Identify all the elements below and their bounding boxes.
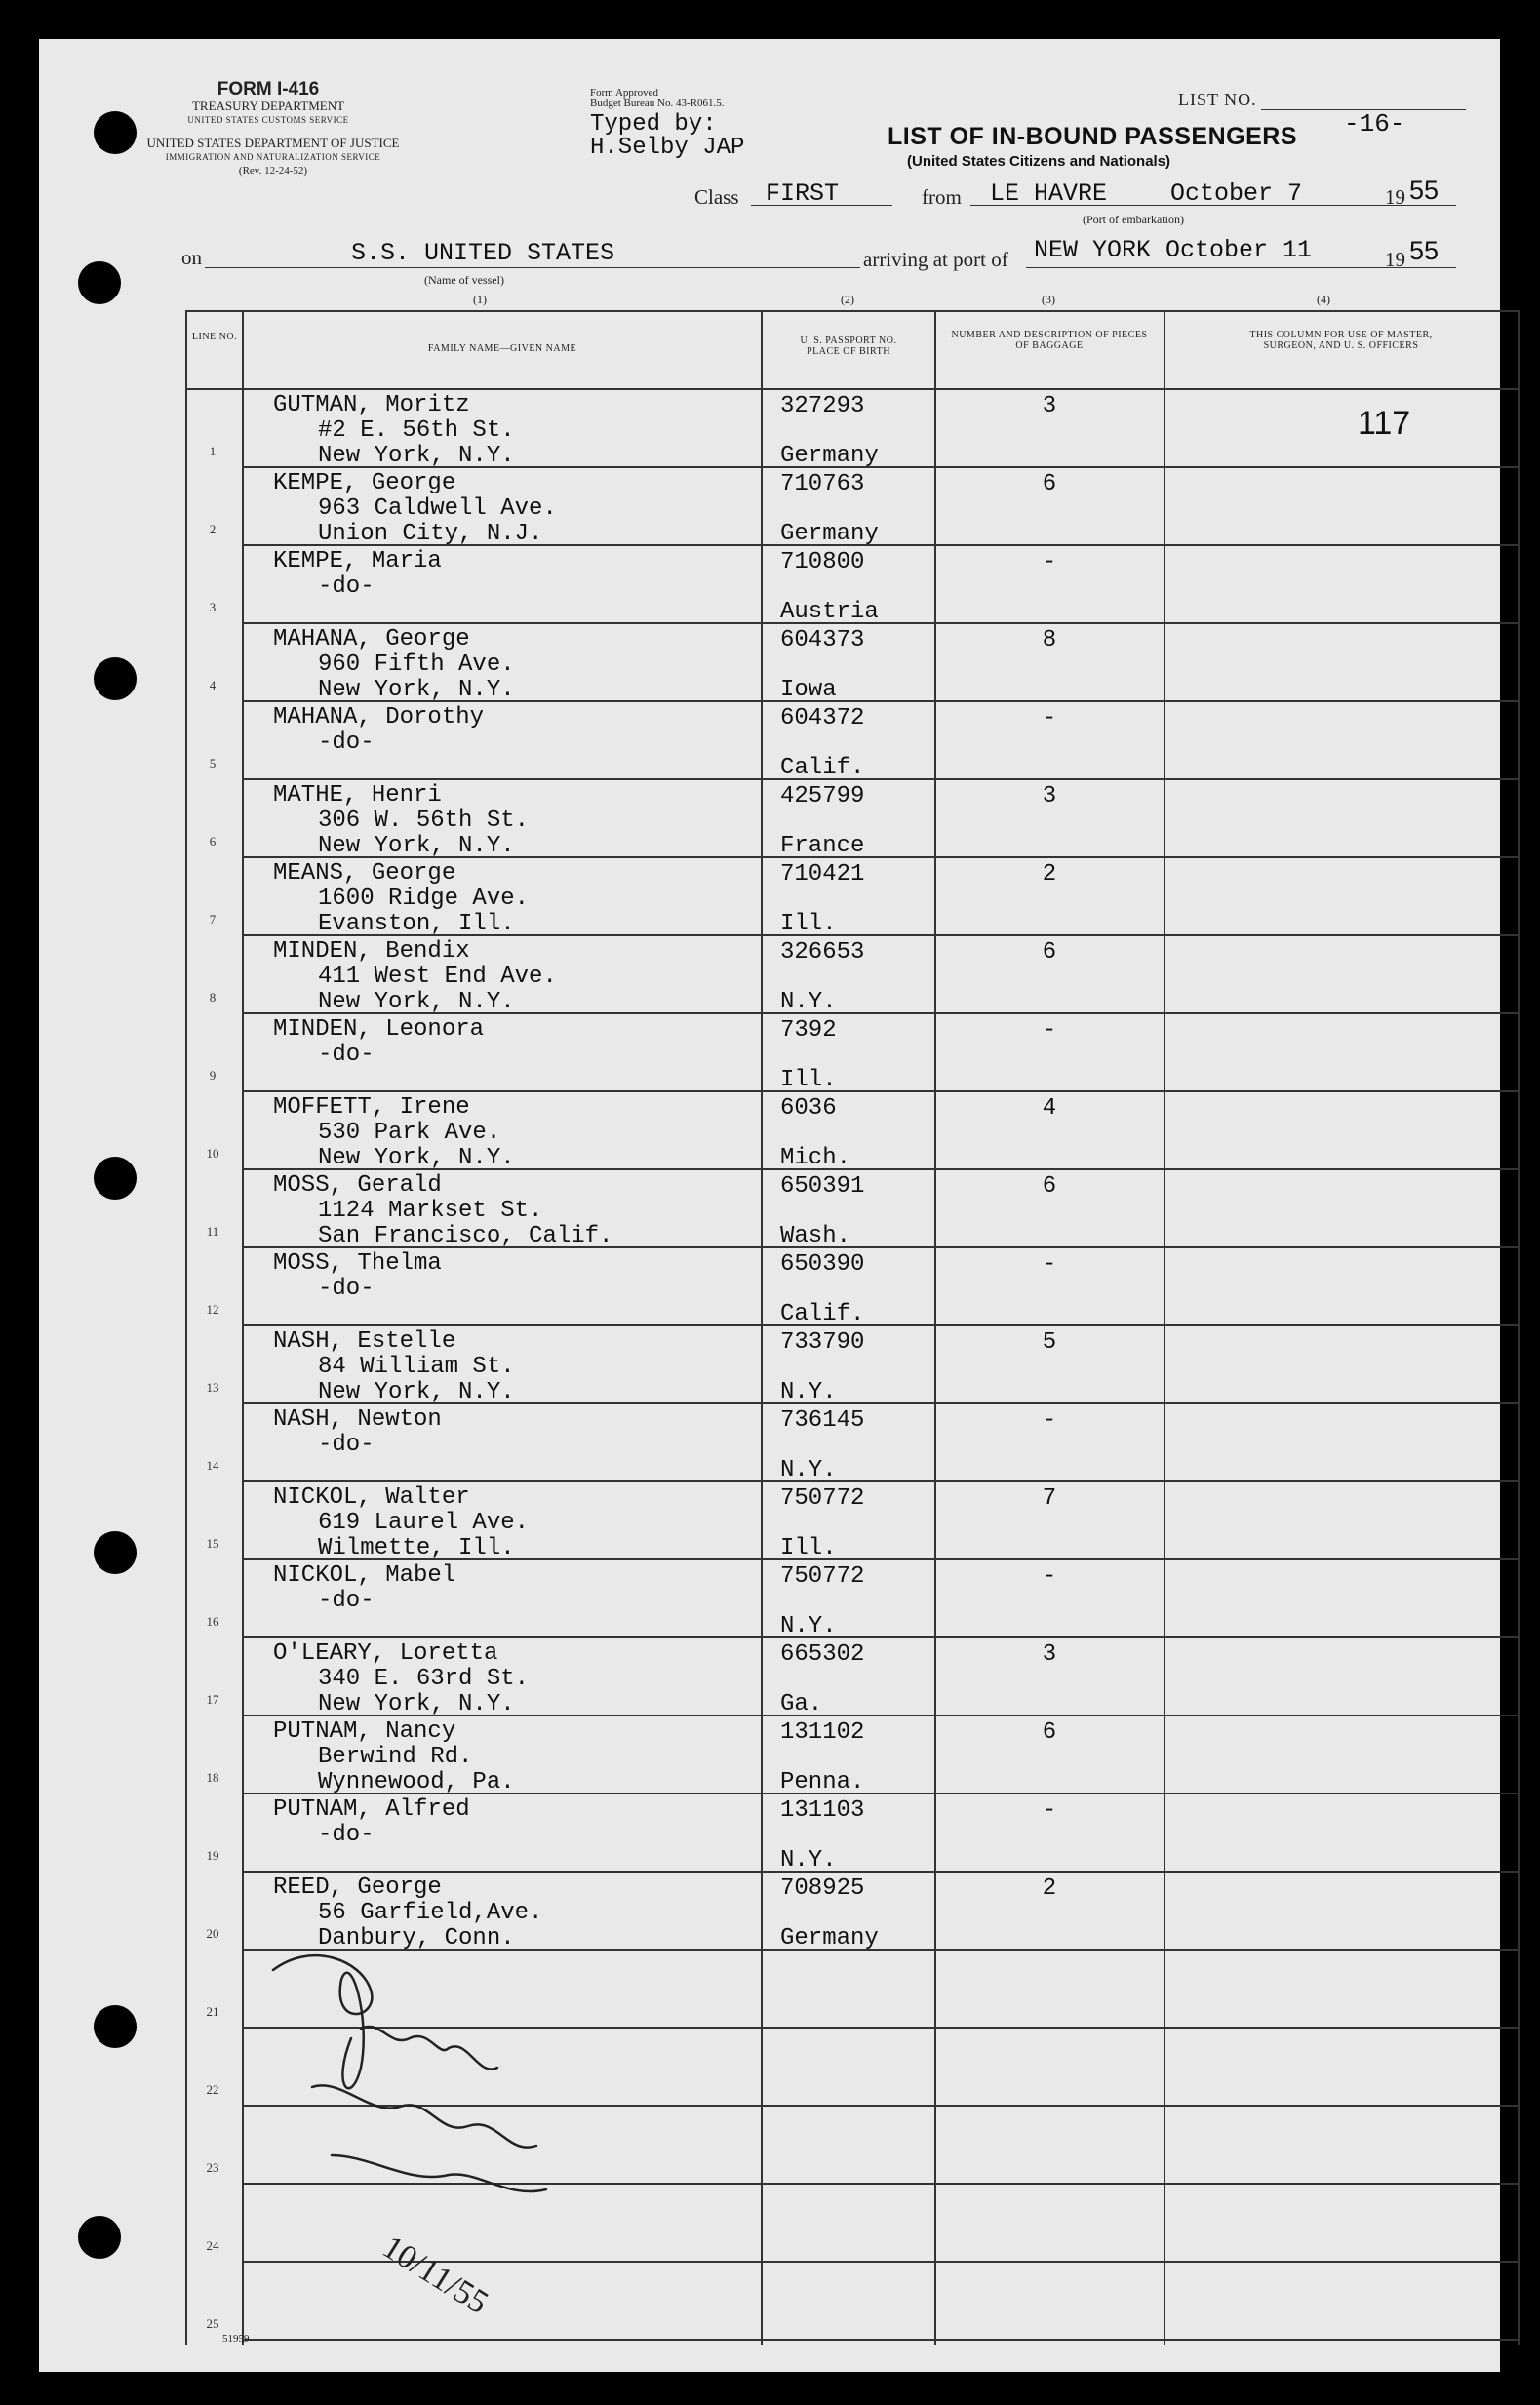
table-left-border (185, 310, 187, 2345)
passenger-address-line: Union City, N.J. (318, 521, 543, 547)
line-number: 3 (209, 600, 217, 614)
passenger-address-line: -do- (318, 729, 375, 756)
form-title: FORM I-416 (217, 79, 320, 99)
arriving-label: arriving at port of (863, 248, 1008, 271)
place-of-birth: Ga. (780, 1691, 823, 1717)
dept-justice: UNITED STATES DEPARTMENT OF JUSTICE (146, 136, 400, 150)
passenger-address-line: 530 Park Ave. (318, 1120, 501, 1146)
place-of-birth: Mich. (780, 1145, 851, 1171)
col-header-officers: THIS COLUMN FOR USE OF MASTER, SURGEON, AND U. S. OFFICERS (1249, 330, 1433, 351)
passenger-address-line: New York, N.Y. (318, 989, 515, 1015)
baggage-count: 3 (1042, 1641, 1057, 1668)
signature-stroke-1 (273, 1955, 372, 2088)
from-date: October 7 (1170, 179, 1303, 208)
passenger-name: PUTNAM, Alfred (273, 1796, 470, 1823)
row-divider (244, 622, 1518, 624)
passenger-name: O'LEARY, Loretta (273, 1640, 498, 1667)
passenger-entry (273, 939, 557, 1015)
passenger-name: MINDEN, Bendix (273, 938, 470, 965)
arrival-line (1026, 267, 1424, 268)
passenger-entry (273, 393, 515, 469)
passenger-name: NICKOL, Walter (273, 1484, 470, 1511)
passport-number: 710421 (780, 861, 865, 887)
passenger-name: MINDEN, Leonora (273, 1016, 485, 1043)
passenger-address-line: -do- (318, 573, 375, 600)
budget-bureau-line: Budget Bureau No. 43-R061.5. (590, 98, 725, 109)
passenger-address-line: New York, N.Y. (318, 677, 515, 703)
row-divider (244, 1480, 1518, 1482)
passenger-address-line: 411 West End Ave. (318, 964, 557, 990)
baggage-count: - (1042, 1017, 1057, 1044)
baggage-count: 3 (1042, 393, 1057, 419)
col-num-1: (1) (473, 293, 487, 306)
passport-number: 131102 (780, 1719, 865, 1746)
vessel-line (205, 267, 860, 268)
line-number: 20 (206, 1926, 219, 1941)
baggage-count: 6 (1042, 939, 1057, 966)
from-label: from (922, 185, 962, 209)
passenger-entry (273, 1641, 529, 1717)
passenger-entry (273, 1485, 529, 1561)
place-of-birth: Ill. (780, 1067, 837, 1093)
baggage-count: 5 (1042, 1329, 1057, 1356)
place-of-birth: Germany (780, 1925, 879, 1952)
passenger-address-line: 960 Fifth Ave. (318, 651, 515, 678)
passenger-name: MEANS, George (273, 860, 456, 887)
passenger-entry (273, 1251, 442, 1302)
line-number: 12 (206, 1302, 219, 1317)
passenger-address-line: -do- (318, 1822, 375, 1848)
passenger-entry (273, 1563, 455, 1614)
passenger-entry (273, 471, 557, 547)
line-number: 22 (206, 2082, 219, 2097)
table-right-border (1518, 310, 1520, 2345)
dept-treasury: TREASURY DEPARTMENT (191, 99, 345, 113)
line-number: 1 (209, 444, 217, 458)
passenger-name: MAHANA, George (273, 626, 470, 652)
main-subtitle: (United States Citizens and Nationals) (907, 153, 1171, 170)
punch-hole (94, 1531, 137, 1574)
col-header-passport: U. S. PASSPORT NO. PLACE OF BIRTH (800, 335, 897, 357)
place-of-birth: Wash. (780, 1223, 851, 1249)
line-number: 21 (206, 2004, 219, 2019)
col-num-2: (2) (841, 293, 854, 306)
from-year-prefix: 19 (1385, 185, 1405, 209)
baggage-count: 6 (1042, 1719, 1057, 1746)
passport-number: 327293 (780, 393, 865, 419)
passenger-name: NICKOL, Mabel (273, 1562, 456, 1589)
line-number: 15 (206, 1536, 219, 1551)
place-of-birth: Ill. (780, 911, 837, 937)
passport-number: 604373 (780, 627, 865, 653)
passenger-address-line: 1600 Ridge Ave. (318, 886, 530, 912)
vessel-name: S.S. UNITED STATES (351, 239, 615, 267)
row-divider (244, 778, 1518, 780)
passenger-entry (273, 1329, 515, 1405)
place-of-birth: Germany (780, 443, 879, 469)
place-of-birth: France (780, 833, 865, 859)
list-no-value: -16- (1344, 109, 1405, 138)
typed-by-label: Typed by: (590, 111, 717, 138)
passenger-address-line: New York, N.Y. (318, 1145, 515, 1171)
table-top-border (185, 310, 1520, 312)
line-number: 16 (206, 1614, 219, 1629)
punch-hole (94, 111, 137, 154)
passenger-address-line: 56 Garfield,Ave. (318, 1900, 543, 1926)
passport-number: 425799 (780, 783, 865, 809)
footer-code: 51959 (222, 2333, 250, 2345)
passenger-address-line: Danbury, Conn. (318, 1925, 515, 1952)
passport-number: 650391 (780, 1173, 865, 1200)
passenger-address-line: New York, N.Y. (318, 833, 515, 859)
passport-number: 131103 (780, 1797, 865, 1824)
passenger-name: KEMPE, Maria (273, 548, 442, 574)
form-page (39, 39, 1500, 2372)
col-header-name: FAMILY NAME—GIVEN NAME (427, 343, 577, 354)
on-label: on (181, 246, 202, 269)
punch-hole (94, 2005, 137, 2048)
line-number: 24 (206, 2238, 219, 2253)
passenger-name: KEMPE, George (273, 470, 456, 496)
row-divider (244, 1871, 1518, 1873)
passenger-entry (273, 1017, 484, 1068)
passenger-address-line: -do- (318, 1432, 375, 1458)
main-title: LIST OF IN-BOUND PASSENGERS (888, 123, 1298, 150)
passenger-name: GUTMAN, Moritz (273, 392, 470, 418)
passenger-entry (273, 705, 484, 756)
baggage-count: 3 (1042, 783, 1057, 809)
form-revision: (Rev. 12-24-52) (238, 165, 308, 177)
typed-by (590, 113, 744, 160)
passport-number: 710763 (780, 471, 865, 497)
passenger-address-line: 619 Laurel Ave. (318, 1510, 530, 1536)
line-number: 19 (206, 1848, 219, 1863)
signature-date: 10/11/55 (375, 2228, 494, 2322)
passport-number: 708925 (780, 1875, 865, 1902)
passport-number: 326653 (780, 939, 865, 966)
punch-hole (78, 2216, 121, 2259)
signature-stroke-4 (332, 2155, 546, 2191)
passenger-address-line: Wilmette, Ill. (318, 1535, 515, 1561)
passenger-address-line: New York, N.Y. (318, 1691, 515, 1717)
line-number: 14 (206, 1458, 219, 1473)
passenger-entry (273, 1173, 612, 1249)
arrival-year-prefix: 19 (1385, 248, 1405, 271)
class-value: FIRST (766, 179, 840, 208)
passenger-name: MAHANA, Dorothy (273, 704, 485, 730)
passenger-address-line: Wynnewood, Pa. (318, 1769, 515, 1795)
place-of-birth: Calif. (780, 755, 865, 781)
from-port: LE HAVRE (990, 179, 1108, 208)
passenger-address-line: New York, N.Y. (318, 1379, 515, 1405)
place-of-birth: N.Y. (780, 1457, 837, 1483)
passenger-name: NASH, Estelle (273, 1328, 456, 1355)
line-number: 13 (206, 1380, 219, 1395)
place-of-birth: Penna. (780, 1769, 865, 1795)
arrival-port-date: NEW YORK October 11 (1034, 236, 1313, 264)
place-of-birth: Iowa (780, 677, 837, 703)
baggage-count: - (1042, 1563, 1057, 1590)
form-header-left (146, 80, 390, 127)
baggage-count: - (1042, 1251, 1057, 1278)
passenger-address-line: New York, N.Y. (318, 443, 515, 469)
passenger-name: MATHE, Henri (273, 782, 442, 808)
line-number: 9 (209, 1068, 217, 1083)
list-no-label: LIST NO. (1178, 90, 1257, 109)
passenger-name: REED, George (273, 1874, 442, 1901)
passenger-address-line: -do- (318, 1276, 375, 1302)
passenger-name: MOSS, Thelma (273, 1250, 442, 1277)
baggage-count: 7 (1042, 1485, 1057, 1512)
name-col-border (761, 310, 763, 2345)
line-number: 11 (206, 1224, 219, 1239)
signature-stroke-2 (361, 2027, 497, 2070)
passenger-name: MOSS, Gerald (273, 1172, 442, 1199)
passenger-address-line: 306 W. 56th St. (318, 808, 530, 834)
place-of-birth: N.Y. (780, 989, 837, 1015)
passenger-entry (273, 627, 515, 703)
line-number: 17 (206, 1692, 219, 1707)
port-caption: (Port of embarkation) (1083, 213, 1184, 226)
passport-number: 710800 (780, 549, 865, 575)
approved-line: Form Approved (590, 87, 658, 99)
baggage-count: - (1042, 1797, 1057, 1824)
line-number: 8 (209, 990, 217, 1005)
place-of-birth: Calif. (780, 1301, 865, 1327)
place-of-birth: N.Y. (780, 1379, 837, 1405)
punch-hole (78, 261, 121, 304)
form-header-justice (88, 137, 458, 177)
passenger-address-line: #2 E. 56th St. (318, 417, 515, 444)
passenger-address-line: 963 Caldwell Ave. (318, 495, 557, 522)
form-approved (590, 88, 724, 109)
place-of-birth: Ill. (780, 1535, 837, 1561)
class-label: Class (694, 185, 739, 209)
punch-hole (94, 1157, 137, 1200)
passenger-name: PUTNAM, Nancy (273, 1718, 456, 1745)
place-of-birth: Austria (780, 599, 879, 625)
signature-stroke-3 (312, 2085, 536, 2147)
passport-col-border (934, 310, 936, 2345)
handwritten-signature (215, 1931, 624, 2341)
passenger-address-line: 84 William St. (318, 1354, 515, 1380)
passenger-address-line: -do- (318, 1042, 375, 1068)
place-of-birth: Germany (780, 521, 879, 547)
col-header-baggage: NUMBER AND DESCRIPTION OF PIECES OF BAGGAGE (951, 330, 1148, 351)
passenger-entry (273, 549, 442, 600)
punch-hole (94, 657, 137, 700)
line-number: 2 (209, 522, 217, 536)
passenger-address-line: San Francisco, Calif. (318, 1223, 613, 1249)
baggage-col-border (1164, 310, 1165, 2345)
line-number: 5 (209, 756, 217, 770)
passenger-name: NASH, Newton (273, 1406, 442, 1433)
passenger-address-line: Evanston, Ill. (318, 911, 515, 937)
passenger-entry (273, 783, 529, 859)
line-number: 25 (206, 2316, 219, 2331)
passenger-entry (273, 1407, 442, 1458)
passport-number: 6036 (780, 1095, 837, 1122)
passenger-address-line: 340 E. 63rd St. (318, 1666, 530, 1692)
passport-number: 604372 (780, 705, 865, 731)
passport-number: 750772 (780, 1485, 865, 1512)
typist-name: H.Selby JAP (590, 135, 745, 161)
passenger-entry (273, 861, 529, 937)
row-divider (244, 1324, 1518, 1326)
baggage-count: 8 (1042, 627, 1057, 653)
passenger-entry (273, 1797, 470, 1848)
baggage-count: 6 (1042, 471, 1057, 497)
header-bottom-border (185, 388, 1520, 390)
line-number: 7 (209, 912, 217, 927)
passport-number: 750772 (780, 1563, 865, 1590)
arrival-year-line (1407, 267, 1456, 268)
baggage-count: - (1042, 705, 1057, 731)
passenger-address-line: -do- (318, 1588, 375, 1614)
passport-number: 7392 (780, 1017, 837, 1044)
passenger-entry (273, 1719, 515, 1795)
row-divider (244, 1090, 1518, 1092)
line-number: 10 (206, 1146, 219, 1161)
baggage-count: 2 (1042, 1875, 1057, 1902)
passport-number: 733790 (780, 1329, 865, 1356)
col-num-3: (3) (1042, 293, 1055, 306)
vessel-caption: (Name of vessel) (424, 273, 504, 287)
row-divider (244, 1636, 1518, 1638)
place-of-birth: N.Y. (780, 1847, 837, 1873)
arrival-year-suffix: 55 (1409, 236, 1440, 265)
col-num-4: (4) (1317, 293, 1330, 306)
passenger-entry (273, 1095, 515, 1171)
passenger-name: MOFFETT, Irene (273, 1094, 470, 1121)
official-number: 117 (1358, 405, 1411, 442)
line-number: 6 (209, 834, 217, 848)
baggage-count: 6 (1042, 1173, 1057, 1200)
passenger-address-line: 1124 Markset St. (318, 1198, 543, 1224)
passport-number: 665302 (780, 1641, 865, 1668)
baggage-count: 2 (1042, 861, 1057, 887)
dept-customs: UNITED STATES CUSTOMS SERVICE (187, 115, 349, 125)
dept-immigration: IMMIGRATION AND NATURALIZATION SERVICE (165, 152, 381, 162)
baggage-count: - (1042, 549, 1057, 575)
passport-number: 650390 (780, 1251, 865, 1278)
line-number: 18 (206, 1770, 219, 1785)
passport-number: 736145 (780, 1407, 865, 1434)
place-of-birth: N.Y. (780, 1613, 837, 1639)
baggage-count: 4 (1042, 1095, 1057, 1122)
baggage-count: - (1042, 1407, 1057, 1434)
passenger-address-line: Berwind Rd. (318, 1744, 473, 1770)
col-header-line: LINE NO. (191, 332, 238, 342)
line-number: 4 (209, 678, 217, 692)
line-number: 23 (206, 2160, 219, 2175)
from-year-suffix: 55 (1409, 176, 1440, 205)
